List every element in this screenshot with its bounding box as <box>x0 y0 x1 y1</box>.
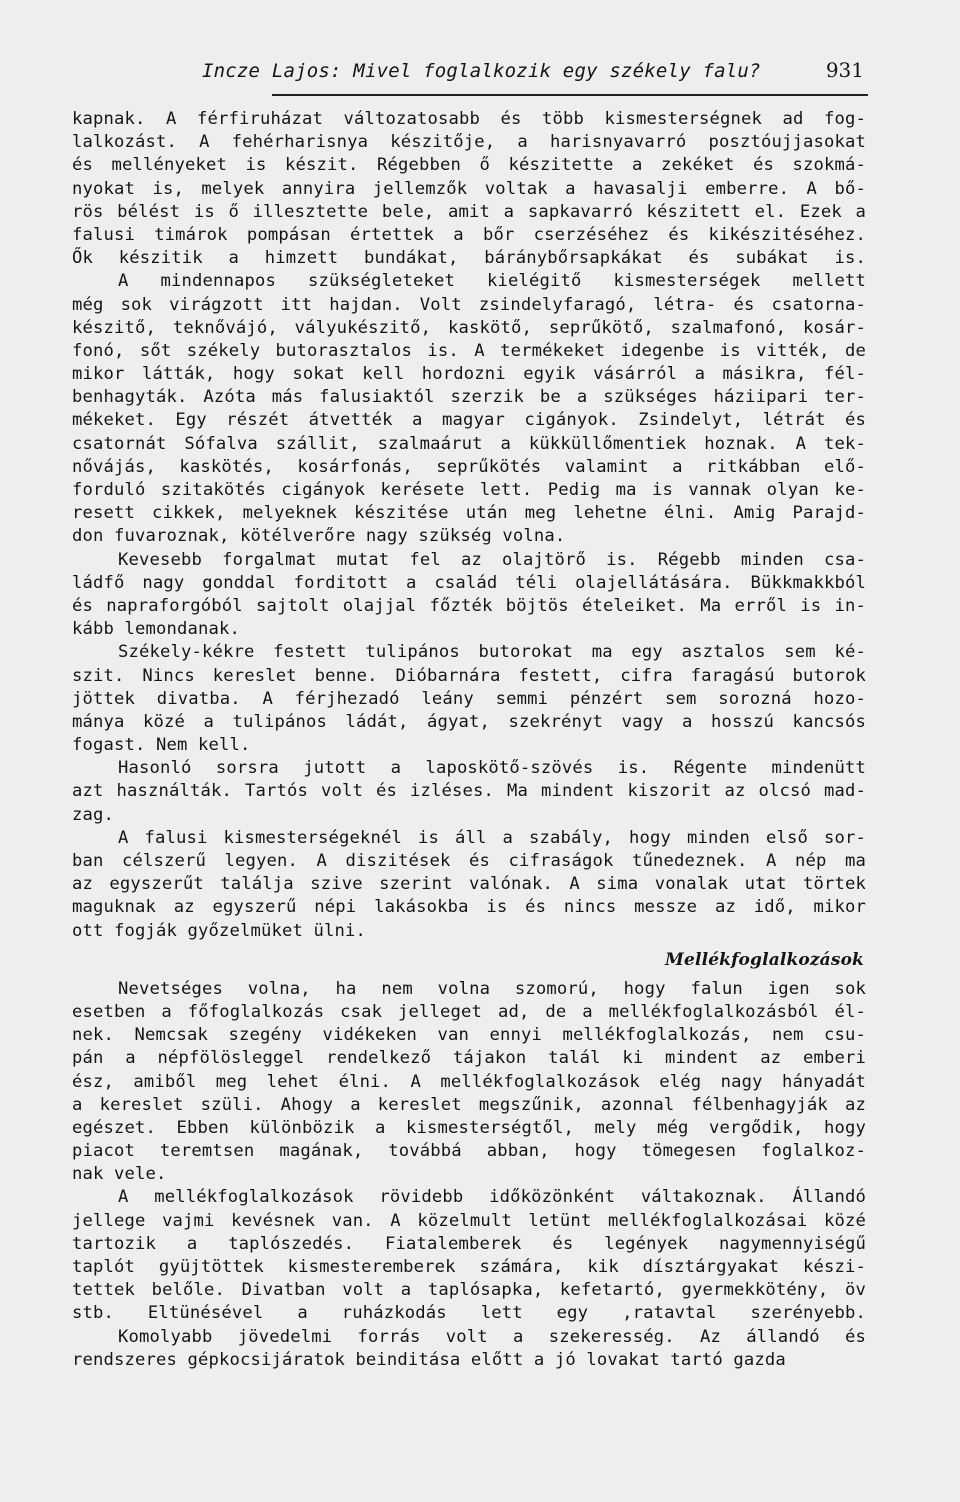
text-line: benhagyták. Azóta más falusiaktól szerzik be a szükséges háziipari ter- <box>72 387 866 408</box>
text-line: Nevetséges volna, ha nem volna szomorú, hogy falun igen sok <box>118 978 866 999</box>
text-line: fonó, sőt székely butorasztalos is. A termékeket idegenbe is vitték, de <box>72 340 866 361</box>
text-block-mellekfoglalkozasok <box>72 978 866 1372</box>
text-line: egészet. Ebben különbözik a kismesterségtől, mely még vergődik, hogy <box>72 1117 866 1138</box>
text-line: Székely-kékre festett tulipános butorokat ma egy asztalos sem ké- <box>118 642 866 663</box>
page-number: 931 <box>825 58 864 82</box>
section-heading: Mellékfoglalkozások <box>665 949 864 970</box>
text-line: nővájás, kaskötés, kosárfonás, seprűkötés valamint a ritkábban elő- <box>72 456 866 477</box>
text-line: tartozik a taplószedés. Fiatalemberek és legények nagymennyiségű <box>72 1233 866 1254</box>
text-line: jellege vajmi kevésnek van. A közelmult letünt mellékfoglalkozásai közé <box>72 1210 866 1231</box>
text-line: nyokat is, melyek annyira jellemzők voltak a havasalji emberre. A bő- <box>72 178 866 199</box>
text-line: don fuvaroznak, kötélverőre nagy szükség volna. <box>72 526 566 547</box>
text-line: ész, amiből meg lehet élni. A mellékfoglalkozások elég nagy hányadát <box>72 1071 866 1092</box>
text-line: tettek belőle. Divatban volt a taplósapka, kefetartó, gyermekkötény, öv <box>72 1280 866 1301</box>
text-line: fogast. Nem kell. <box>72 735 251 756</box>
text-line: Hasonló sorsra jutott a laposkötő-szövés is. Régente mindenütt <box>118 758 866 779</box>
text-line: nak vele. <box>72 1164 167 1185</box>
text-line: forduló szitakötés cigányok kerésete lett. Pedig ma is vannak olyan ke- <box>72 480 866 500</box>
text-line: esetben a főfoglalkozás csak jelleget ad, de a mellékfoglalkozásból él- <box>72 1001 866 1022</box>
text-line: pán a népfölösleggel rendelkező tájakon talál ki mindent az emberi <box>72 1048 866 1069</box>
text-line: A falusi kismesterségeknél is áll a szabály, hogy minden első sor- <box>118 827 866 848</box>
text-line: falusi timárok pompásan értettek a bőr cserzéséhez és kikészitéséhez. <box>72 224 866 245</box>
section-heading-row <box>72 943 866 978</box>
text-line: rendszeres gépkocsijáratok beinditása előtt a jó lovakat tartó gazda <box>72 1349 786 1370</box>
text-line: a kereslet szüli. Ahogy a kereslet megszűnik, azonnal félbenhagyják az <box>72 1094 866 1115</box>
running-title: Incze Lajos: Mivel foglalkozik egy székely falu? <box>202 60 761 82</box>
text-line: resett cikkek, melyeknek készitése után meg lehetne élni. Amig Parajd- <box>72 503 866 524</box>
text-line: maguknak az egyszerű népi lakásokba is és nincs messze az idő, mikor <box>72 897 866 918</box>
text-line: rös bélést is ő illesztette bele, amit a sapkavarró készitett el. Ezek a <box>72 201 866 222</box>
text-line: és mellényeket is készit. Régebben ő készitette a zekéket és szokmá- <box>72 155 866 176</box>
text-line: csatornát Sófalva szállit, szalmaárut a kükküllőmentiek hoznak. A tek- <box>72 433 866 454</box>
text-line: mánya közé a tulipános ládát, ágyat, szekrényt vagy a hosszú kancsós <box>72 711 866 732</box>
text-line: jöttek divatba. A férjhezadó leány semmi pénzért sem sorozná hozo- <box>72 688 866 709</box>
text-line: szit. Nincs kereslet benne. Dióbarnára festett, cifra faragású butorok <box>72 665 866 686</box>
text-line: mikor látták, hogy sokat kell hordozni egyik vásárról a másikra, fél- <box>72 364 866 385</box>
text-line: ládfő nagy gonddal forditott a család téli olajellátására. Bükkmakkból <box>72 572 866 593</box>
text-line: ban célszerű legyen. A diszitések és cifraságok tűnedeznek. A nép ma <box>72 851 866 871</box>
text-line: készitő, teknővájó, vályukészitő, kaskötő, seprűkötő, szalmafonó, kosár- <box>72 317 866 338</box>
text-line: Komolyabb jövedelmi forrás volt a szekeresség. Az állandó és <box>118 1326 866 1347</box>
text-line: kább lemondanak. <box>72 619 240 640</box>
text-line: lalkozást. A fehérharisnya készitője, a harisnyavarró posztóujjasokat <box>72 132 866 153</box>
page-header <box>72 58 866 92</box>
text-line: stb. Eltünésével a ruházkodás lett egy ,ratavtal szerényebb. <box>72 1303 866 1324</box>
text-line: ott fogják győzelmüket ülni. <box>72 920 366 941</box>
text-line: kapnak. A férfiruházat változatosabb és több kismesterségnek ad fog- <box>72 109 866 129</box>
text-line: taplót gyüjtöttek kismesteremberek számára, kik dísztárgyakat készi- <box>72 1257 866 1277</box>
text-line: mékeket. Egy részét átvették a magyar cigányok. Zsindelyt, létrát és <box>72 410 866 431</box>
text-block-kismestersegek <box>72 108 866 943</box>
text-line: Ők készitik a himzett bundákat, báránybőrsapkákat és subákat is. <box>72 248 866 269</box>
text-line: az egyszerűt találja szive szerint valónak. A sima vonalak utat törtek <box>72 874 866 895</box>
article-body <box>72 108 866 1372</box>
text-line: nek. Nemcsak szegény vidékeken van ennyi mellékfoglalkozás, nem csu- <box>72 1025 866 1046</box>
text-line: még sok virágzott itt hajdan. Volt zsindelyfaragó, létra- és csatorna- <box>72 294 866 315</box>
header-rule <box>272 94 868 96</box>
text-line: zag. <box>72 804 114 825</box>
text-line: A mellékfoglalkozások rövidebb időközönként váltakoznak. Állandó <box>118 1187 866 1208</box>
text-line: azt használták. Tartós volt és izléses. Ma mindent kiszorit az olcsó mad- <box>72 781 866 802</box>
text-line: Kevesebb forgalmat mutat fel az olajtörő is. Régebb minden csa- <box>118 549 866 570</box>
text-line: és napraforgóból sajtolt olajjal főzték böjtös ételeiket. Ma erről is in- <box>72 595 866 616</box>
text-line: A mindennapos szükségleteket kielégitő kismesterségek mellett <box>118 271 866 292</box>
text-line: piacot teremtsen magának, továbbá abban, hogy tömegesen foglalkoz- <box>72 1141 866 1162</box>
